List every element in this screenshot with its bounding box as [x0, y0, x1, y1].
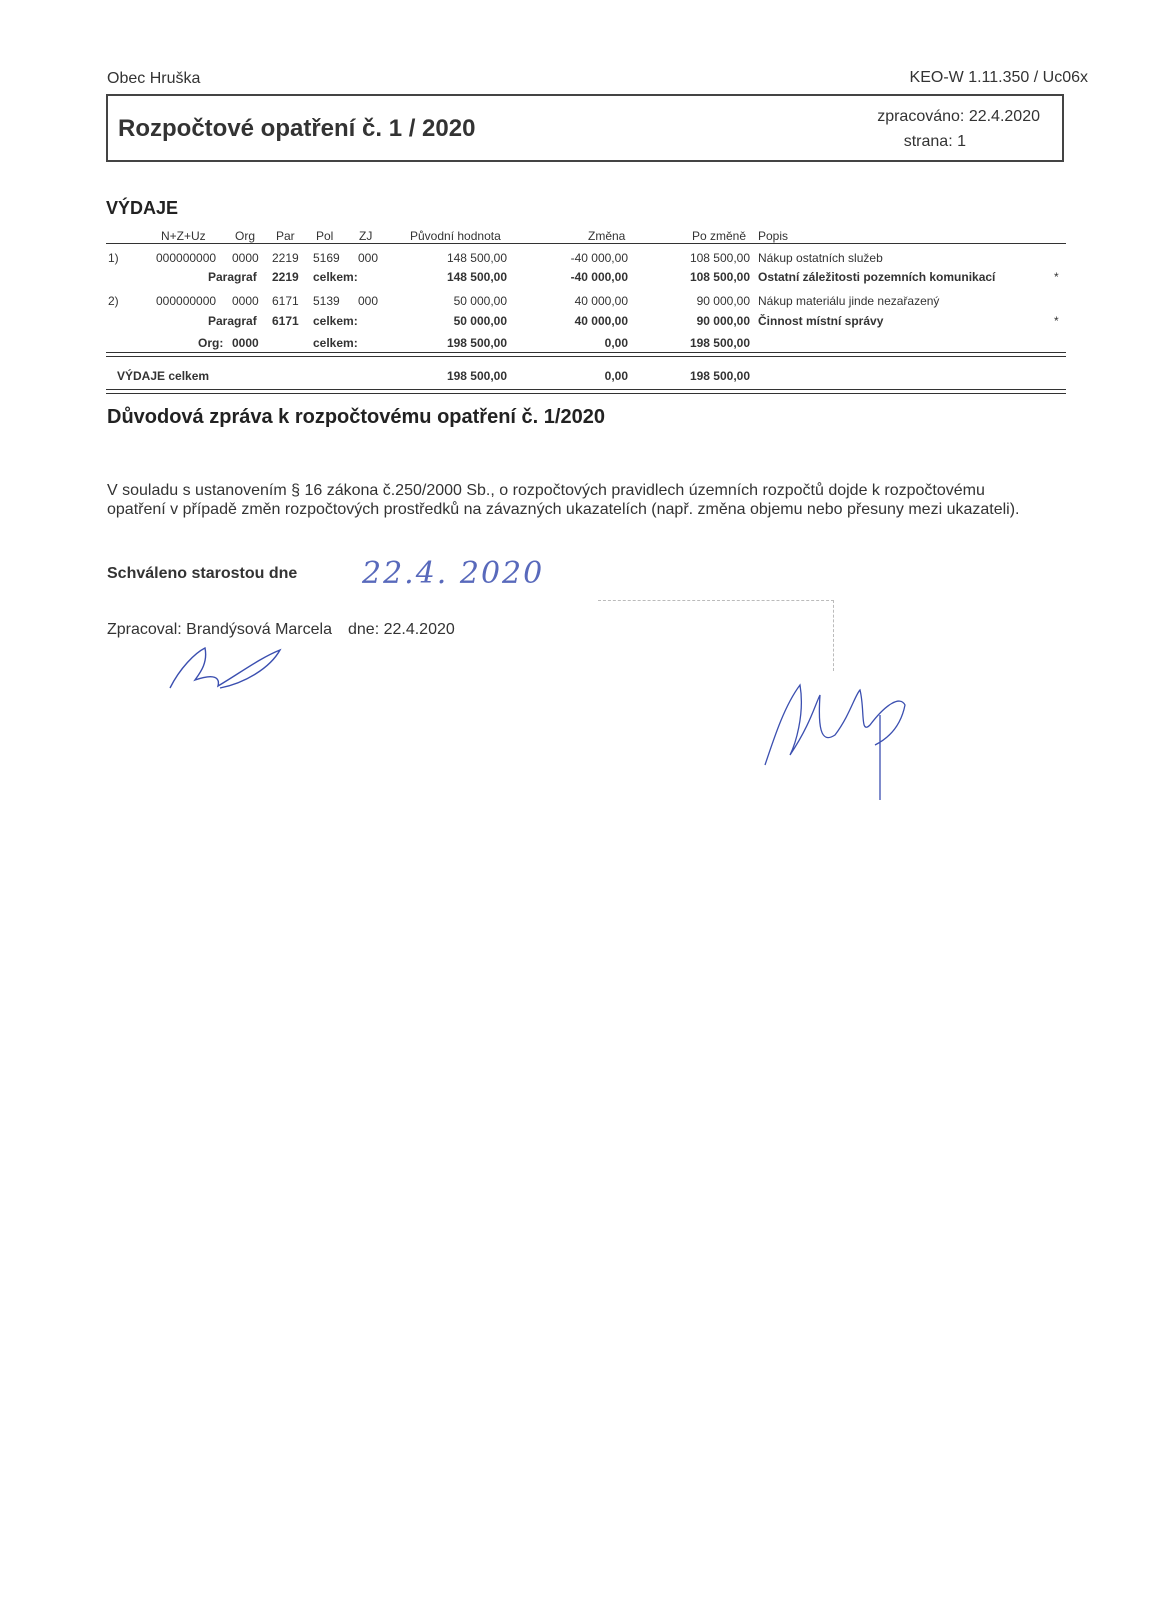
- subtotal-par: 6171: [272, 314, 299, 328]
- col-desc: Popis: [758, 229, 789, 243]
- row-number: 1): [108, 251, 119, 265]
- subtotal-desc: Činnost místní správy: [758, 314, 884, 328]
- col-org: Org: [235, 229, 256, 243]
- system-code: KEO-W 1.11.350 / Uc06x: [909, 69, 1088, 86]
- mayor-signature: [760, 655, 920, 805]
- preparer-signature: [160, 638, 290, 698]
- cell-change: -40 000,00: [570, 251, 628, 265]
- subtotal-change: 40 000,00: [574, 314, 628, 328]
- cell-nzu: 000000000: [156, 251, 217, 265]
- subtotal-after: 108 500,00: [689, 270, 750, 284]
- org-total-change: 0,00: [604, 336, 628, 350]
- cell-par: 6171: [272, 294, 299, 308]
- org-total-original: 198 500,00: [446, 336, 507, 350]
- subtotal-mark: *: [1054, 270, 1059, 284]
- cell-change: 40 000,00: [574, 294, 628, 308]
- col-par: Par: [276, 229, 295, 243]
- section-title: VÝDAJE: [106, 198, 179, 218]
- org-total-celkem: celkem:: [313, 336, 358, 350]
- cell-zj: 000: [358, 251, 379, 265]
- grand-total-after: 198 500,00: [689, 369, 750, 383]
- cell-original: 148 500,00: [446, 251, 507, 265]
- approval-label: Schváleno starostou dne: [107, 565, 298, 582]
- cell-zj: 000: [358, 294, 379, 308]
- col-after: Po změně: [692, 229, 747, 243]
- grand-total-label: VÝDAJE celkem: [117, 369, 210, 383]
- col-change: Změna: [588, 229, 626, 243]
- org-total-after: 198 500,00: [689, 336, 750, 350]
- organization-name: Obec Hruška: [107, 70, 201, 87]
- prepared-date: dne: 22.4.2020: [348, 621, 455, 638]
- org-total-org: 0000: [232, 336, 259, 350]
- grand-total-change: 0,00: [604, 369, 628, 383]
- subtotal-label: Paragraf: [208, 314, 257, 328]
- cell-nzu: 000000000: [156, 294, 217, 308]
- subtotal-label: Paragraf: [208, 270, 257, 284]
- org-total-label: Org:: [198, 336, 224, 350]
- row-number: 2): [108, 294, 119, 308]
- reason-title: Důvodová zpráva k rozpočtovému opatření č. 1/2020: [107, 406, 605, 428]
- subtotal-change: -40 000,00: [570, 270, 628, 284]
- subtotal-after: 90 000,00: [696, 314, 750, 328]
- col-original: Původní hodnota: [410, 229, 501, 243]
- prepared-by: Zpracoval: Brandýsová Marcela: [107, 621, 332, 638]
- reason-text: V souladu s ustanovením § 16 zákona č.250/2000 Sb., o rozpočtových pravidlech územních rozpočtů dojde k rozpočtovému opatření v případě změn rozpočtových prostředků na závazných ukazatelích (např. změna objemu nebo přesuny mezi ukazateli).: [107, 482, 1020, 518]
- total-divider-1: [106, 352, 1066, 353]
- cell-org: 0000: [232, 294, 259, 308]
- total-divider-2: [106, 356, 1066, 357]
- subtotal-mark: *: [1054, 314, 1059, 328]
- subtotal-original: 148 500,00: [446, 270, 507, 284]
- subtotal-celkem: celkem:: [313, 270, 358, 284]
- grand-divider-1: [106, 389, 1066, 390]
- cell-original: 50 000,00: [453, 294, 507, 308]
- subtotal-desc: Ostatní záležitosti pozemních komunikací: [758, 270, 996, 284]
- processed-date: zpracováno: 22.4.2020: [877, 108, 1040, 125]
- col-pol: Pol: [316, 229, 334, 243]
- grand-divider-2: [106, 393, 1066, 394]
- cell-after: 108 500,00: [689, 251, 750, 265]
- page-number: strana: 1: [903, 133, 966, 150]
- cell-org: 0000: [232, 251, 259, 265]
- cell-pol: 5139: [313, 294, 340, 308]
- subtotal-par: 2219: [272, 270, 299, 284]
- col-zj: ZJ: [359, 229, 373, 243]
- handwritten-date: 22.4. 2020: [362, 556, 545, 591]
- cell-after: 90 000,00: [696, 294, 750, 308]
- subtotal-celkem: celkem:: [313, 314, 358, 328]
- col-nzu: N+Z+Uz: [161, 229, 206, 243]
- document-title: Rozpočtové opatření č. 1 / 2020: [118, 115, 476, 142]
- subtotal-original: 50 000,00: [453, 314, 507, 328]
- cell-desc: Nákup ostatních služeb: [758, 251, 883, 265]
- cell-pol: 5169: [313, 251, 340, 265]
- cell-par: 2219: [272, 251, 299, 265]
- header-divider: [106, 243, 1066, 244]
- grand-total-original: 198 500,00: [446, 369, 507, 383]
- cell-desc: Nákup materiálu jinde nezařazený: [758, 294, 940, 308]
